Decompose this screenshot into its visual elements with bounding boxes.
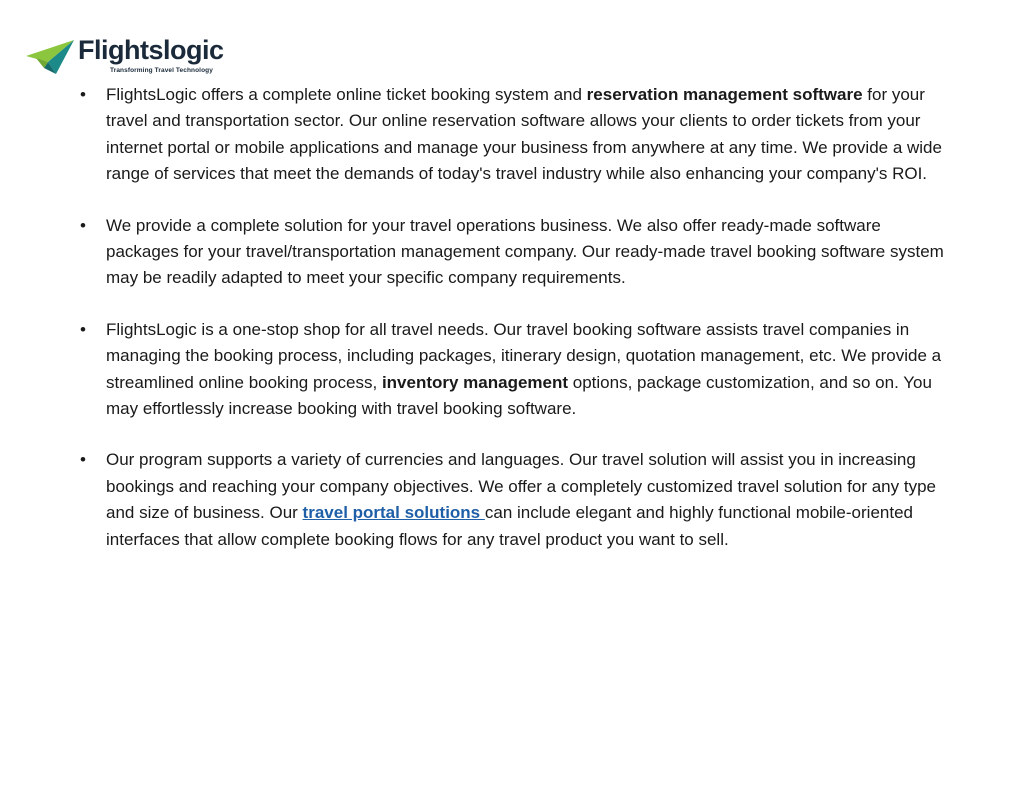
travel-portal-solutions-link[interactable]: travel portal solutions (302, 503, 485, 523)
paper-plane-icon (26, 38, 76, 76)
logo-tagline: Transforming Travel Technology (110, 67, 213, 74)
bullet-item (80, 317, 950, 423)
paragraph-text: FlightsLogic is a one-stop shop for all travel needs. Our travel booking software assists travel companies in managing the booking process, including packages, itinerary design, quotation management, etc. We provide a streamlined online booking process, (106, 319, 942, 392)
bold-term-reservation-management-software: reservation management software (586, 85, 863, 104)
paragraph-text: for your travel and transportation sector. Our online reservation software allows your clients to order tickets from your internet portal or mobile applications and manage your business from anywhere at any time. We provide a wide range of services that meet the demands of today's travel industry while also enhancing your company's ROI. (106, 85, 942, 184)
bold-term-inventory-management: inventory management (381, 372, 569, 392)
bullet-marker: • (80, 215, 86, 235)
bullet-marker: • (80, 450, 86, 470)
logo-wordmark: Flightslogic (78, 35, 224, 65)
flightslogic-logo (26, 36, 226, 78)
bullet-list (80, 82, 950, 553)
paragraph-text: Our program supports a variety of currencies and languages. Our travel solution will assist you in increasing bookings and reaching your company objectives. We offer a completely customized travel solution for any type and size of business. Our (106, 450, 936, 523)
bullet-item (80, 447, 950, 553)
bullet-item (80, 82, 950, 188)
bullet-item (80, 213, 950, 292)
bullet-marker: • (80, 85, 86, 104)
document-body (80, 82, 950, 578)
paragraph-text: We provide a complete solution for your travel operations business. We also offer ready-made software packages for your travel/transportation management company. Our ready-made travel booking software system may be readily adapted to meet your specific company requirements. (106, 215, 944, 288)
bullet-marker: • (80, 319, 86, 339)
paragraph-text: can include elegant and highly functional mobile-oriented interfaces that allow complete booking flows for any travel product you want to sell. (106, 503, 913, 549)
paragraph-text: FlightsLogic offers a complete online ticket booking system and (106, 85, 587, 104)
paragraph-text: options, package customization, and so on. You may effortlessly increase booking with travel booking software. (106, 372, 932, 419)
